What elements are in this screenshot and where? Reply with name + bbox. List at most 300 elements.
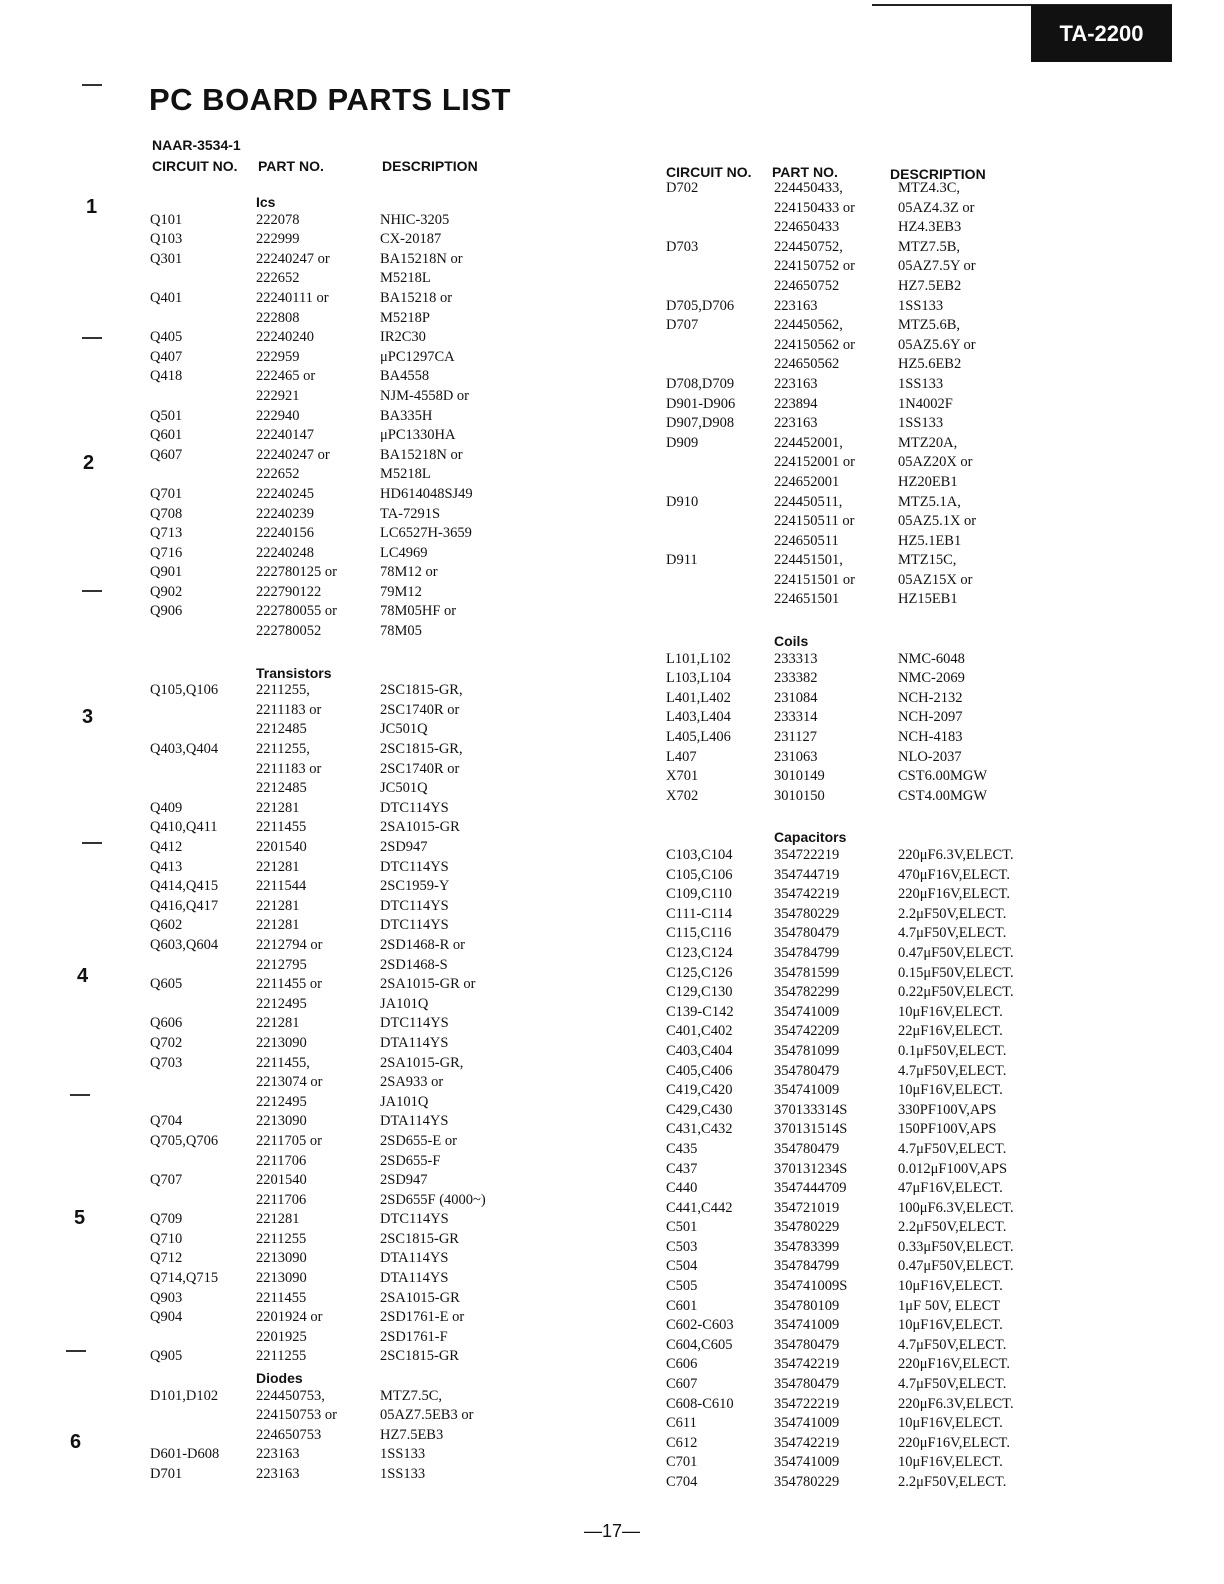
circuit-no: C501: [666, 1219, 698, 1236]
part-no: 2211183 or: [256, 760, 322, 777]
part-row: [652, 454, 1072, 474]
part-no: 354780229: [774, 1474, 840, 1490]
part-row: [652, 219, 1072, 239]
part-row: [652, 1258, 1072, 1278]
description: LC6527H-3659: [380, 525, 472, 542]
circuit-no: C503: [666, 1238, 698, 1255]
circuit-no: C604,C605: [666, 1336, 733, 1353]
part-row: [652, 1298, 1072, 1318]
part-row: [140, 545, 520, 565]
circuit-no: D601-D608: [150, 1446, 220, 1463]
circuit-no-header: CIRCUIT NO.: [152, 158, 238, 174]
description: MTZ5.6B,: [898, 317, 961, 334]
circuit-no: Q906: [150, 603, 183, 620]
part-no: 222940: [256, 407, 300, 424]
part-row: [140, 1055, 520, 1075]
circuit-no: Q101: [150, 211, 183, 228]
part-row: [652, 356, 1072, 376]
part-row: [140, 1192, 520, 1212]
part-no: 354722219: [774, 847, 840, 863]
part-row: [140, 1427, 520, 1447]
part-row: [140, 800, 520, 820]
description: 1SS133: [898, 375, 944, 392]
part-row: [652, 533, 1072, 553]
description: 150PF100V,APS: [898, 1121, 997, 1138]
section-label: Coils: [774, 633, 809, 650]
part-row: [140, 564, 520, 584]
circuit-no: Q716: [150, 544, 183, 561]
part-row: [652, 1239, 1072, 1259]
description: CST4.00MGW: [898, 787, 988, 804]
circuit-no: D702: [666, 180, 699, 196]
part-no: 370131234S: [774, 1160, 848, 1177]
part-row: [140, 996, 520, 1016]
part-no: 2213090: [256, 1270, 307, 1287]
part-no: 2211183 or: [256, 701, 322, 718]
part-row: [140, 1153, 520, 1173]
part-no: 2201540: [256, 1172, 307, 1189]
description: HZ20EB1: [898, 473, 958, 490]
part-row: [140, 427, 520, 447]
part-no: 222780052: [256, 623, 322, 640]
part-row: [140, 780, 520, 800]
circuit-no: Q412: [150, 839, 183, 855]
part-no: 224650753: [256, 1426, 322, 1443]
part-row: [652, 1161, 1072, 1181]
circuit-no: C115,C116: [666, 925, 732, 942]
part-no: 223163: [774, 375, 818, 392]
description: DTC114YS: [380, 858, 449, 875]
part-no: 2213074 or: [256, 1074, 323, 1091]
circuit-no: D705,D706: [666, 297, 735, 314]
description: MTZ5.1A,: [898, 493, 961, 510]
description: 220μF16V,ELECT.: [898, 886, 1010, 903]
circuit-no: X701: [666, 768, 699, 785]
part-no: 2213090: [256, 1113, 307, 1130]
part-no: 2211705 or: [256, 1132, 322, 1149]
circuit-no: C612: [666, 1434, 698, 1451]
part-no-header: PART NO.: [258, 158, 324, 174]
circuit-no: Q904: [150, 1309, 183, 1326]
part-no: 354742219: [774, 886, 840, 903]
description: 1N4002F: [898, 395, 953, 412]
part-no: 354780479: [774, 1062, 840, 1079]
part-row: [652, 1415, 1072, 1435]
circuit-no: C405,C406: [666, 1062, 733, 1079]
part-row: [140, 1270, 520, 1290]
part-row: [652, 886, 1072, 906]
circuit-no-header-right: CIRCUIT NO.: [666, 164, 752, 180]
circuit-no: Q414,Q415: [150, 878, 219, 895]
part-no: 224650433: [774, 219, 840, 236]
part-row: [652, 1356, 1072, 1376]
part-row: [140, 1388, 520, 1408]
part-no: 224150752 or: [774, 258, 855, 275]
circuit-no: Q405: [150, 329, 183, 346]
part-no: 223163: [774, 297, 818, 314]
description: 4.7μF50V,ELECT.: [898, 1140, 1007, 1157]
description: 0.22μF50V,ELECT.: [898, 984, 1014, 1001]
part-row: [652, 788, 1072, 808]
part-no: 2213090: [256, 1250, 307, 1267]
part-no-header-right: PART NO.: [772, 164, 838, 180]
description: 10μF16V,ELECT.: [898, 1454, 1003, 1471]
description: 1SS133: [380, 1446, 426, 1463]
circuit-no: D101,D102: [150, 1387, 219, 1404]
description: JC501Q: [380, 780, 428, 797]
part-row: [652, 945, 1072, 965]
part-no: 354780109: [774, 1297, 840, 1314]
part-no: 222465 or: [256, 368, 316, 385]
part-no: 233382: [774, 670, 818, 687]
part-row: [652, 337, 1072, 357]
part-row: [652, 1435, 1072, 1455]
section-heading: [652, 827, 1072, 847]
part-no: 22240247 or: [256, 250, 330, 267]
column-headers: [140, 158, 520, 192]
left-rows: [140, 192, 520, 1486]
description: HZ5.1EB1: [898, 532, 962, 549]
description: NCH-2132: [898, 689, 963, 706]
part-no: 354784799: [774, 944, 840, 961]
part-row: [652, 474, 1072, 494]
description: 4.7μF50V,ELECT.: [898, 925, 1007, 942]
part-row: [652, 965, 1072, 985]
grid-number: 2: [83, 452, 95, 474]
part-no: 223894: [774, 395, 818, 412]
description: 79M12: [380, 583, 422, 600]
description: 2.2μF50V,ELECT.: [898, 1474, 1007, 1490]
description: DTC114YS: [380, 1211, 449, 1228]
part-row: [140, 1172, 520, 1192]
circuit-no: L405,L406: [666, 729, 731, 746]
description: 2SD1468-S: [380, 956, 448, 973]
description: 2SC1815-GR: [380, 1230, 459, 1247]
description: 100μF6.3V,ELECT.: [898, 1199, 1014, 1216]
part-row: [140, 466, 520, 486]
description: 0.47μF50V,ELECT.: [898, 1258, 1014, 1275]
page-number: —17—: [583, 1521, 641, 1541]
part-no: 2211706: [256, 1152, 307, 1169]
part-no: 354780229: [774, 905, 840, 922]
section-label: Capacitors: [774, 829, 847, 846]
part-row: [140, 447, 520, 467]
description: M5218P: [380, 309, 430, 326]
circuit-no: C111-C114: [666, 905, 733, 922]
part-row: [140, 1309, 520, 1329]
part-no: 354781099: [774, 1042, 840, 1059]
part-row: [140, 1211, 520, 1231]
part-no: 231127: [774, 729, 817, 746]
description: 2SC1740R or: [380, 760, 460, 777]
circuit-no: Q603,Q604: [150, 936, 219, 953]
part-row: [652, 1474, 1072, 1494]
part-no: 222790122: [256, 583, 322, 600]
part-row: [652, 1102, 1072, 1122]
circuit-no: C109,C110: [666, 886, 732, 903]
right-rows: [652, 180, 1072, 1494]
description: 1SS133: [380, 1466, 426, 1482]
section-label: Ics: [256, 194, 276, 210]
description: M5218L: [380, 270, 431, 287]
part-no: 354741009: [774, 1454, 840, 1471]
description: 05AZ20X or: [898, 454, 973, 471]
circuit-no: D910: [666, 493, 699, 510]
circuit-no: Q705,Q706: [150, 1132, 219, 1149]
description: NJM-4558D or: [380, 387, 470, 404]
grid-number: 1: [86, 196, 98, 218]
circuit-no: Q403,Q404: [150, 741, 219, 758]
section-label: Diodes: [256, 1370, 303, 1387]
description: 2SA1015-GR,: [380, 1054, 464, 1071]
description: 2SA1015-GR: [380, 819, 460, 836]
part-no: 22240111 or: [256, 289, 329, 306]
grid-number: 5: [74, 1207, 86, 1229]
circuit-no: L101,L102: [666, 650, 731, 667]
circuit-no: Q704: [150, 1113, 183, 1130]
part-row: [140, 290, 520, 310]
description: 05AZ4.3Z or: [898, 199, 975, 216]
parts-list-left-column: [140, 158, 520, 1486]
part-row: [652, 729, 1072, 749]
circuit-no: Q410,Q411: [150, 819, 218, 836]
circuit-no: D911: [666, 552, 698, 569]
description: MTZ7.5B,: [898, 238, 961, 255]
part-no: 354780479: [774, 1336, 840, 1353]
part-no: 354722219: [774, 1395, 840, 1412]
part-row: [652, 415, 1072, 435]
description: DTC114YS: [380, 917, 449, 934]
part-no: 223163: [256, 1466, 300, 1482]
description: 220μF16V,ELECT.: [898, 1356, 1010, 1373]
part-row: [140, 839, 520, 859]
circuit-no: C403,C404: [666, 1042, 733, 1059]
description: 10μF16V,ELECT.: [898, 1317, 1003, 1334]
description: MTZ4.3C,: [898, 180, 961, 196]
circuit-no: L407: [666, 748, 697, 765]
circuit-no: D707: [666, 317, 699, 334]
description: 2.2μF50V,ELECT.: [898, 1219, 1007, 1236]
part-row: [652, 239, 1072, 259]
part-no: 2211255,: [256, 741, 310, 758]
description: 220μF16V,ELECT.: [898, 1434, 1010, 1451]
part-row: [140, 310, 520, 330]
part-no: 354780229: [774, 1219, 840, 1236]
part-row: [652, 1004, 1072, 1024]
circuit-no: D703: [666, 238, 699, 255]
circuit-no: Q103: [150, 231, 183, 248]
part-no: 2211455: [256, 819, 307, 836]
part-no: 3010149: [774, 768, 825, 785]
description: DTC114YS: [380, 799, 449, 816]
part-row: [652, 690, 1072, 710]
description: 10μF16V,ELECT.: [898, 1278, 1003, 1295]
part-no: 2201925: [256, 1328, 307, 1345]
description: 78M05HF or: [380, 603, 457, 620]
description: 47μF16V,ELECT.: [898, 1180, 1003, 1197]
part-row: [652, 1219, 1072, 1239]
description: CST6.00MGW: [898, 768, 988, 785]
description: 1SS133: [898, 415, 944, 432]
circuit-no: C704: [666, 1474, 698, 1490]
description: 2SD1468-R or: [380, 936, 465, 953]
part-no: 222921: [256, 387, 300, 404]
part-no: 231063: [774, 748, 818, 765]
part-no: 2211255: [256, 1230, 307, 1247]
description: CX-20187: [380, 231, 442, 248]
part-no: 222078: [256, 211, 300, 228]
description: 330PF100V,APS: [898, 1101, 997, 1118]
part-no: 354721019: [774, 1199, 840, 1216]
description: DTA114YS: [380, 1113, 449, 1130]
part-no: 354741009S: [774, 1278, 848, 1295]
circuit-no: C125,C126: [666, 964, 733, 981]
part-no: 2213090: [256, 1034, 307, 1051]
circuit-no: C701: [666, 1454, 698, 1471]
part-row: [140, 1250, 520, 1270]
description: 0.1μF50V,ELECT.: [898, 1042, 1007, 1059]
part-no: 2212485: [256, 721, 307, 738]
circuit-no: Q902: [150, 583, 183, 600]
part-no: 354741009: [774, 1082, 840, 1099]
part-row: [140, 349, 520, 369]
description: LC4969: [380, 544, 428, 561]
page-title: PC BOARD PARTS LIST: [149, 82, 511, 117]
description: HZ7.5EB3: [380, 1426, 444, 1443]
description: TA-7291S: [380, 505, 441, 522]
part-row: [652, 376, 1072, 396]
part-row: [652, 1337, 1072, 1357]
part-row: [140, 1231, 520, 1251]
circuit-no: D708,D709: [666, 375, 735, 392]
description: 78M05: [380, 623, 422, 640]
part-row: [652, 1141, 1072, 1161]
part-no: 224650562: [774, 356, 840, 373]
part-row: [140, 231, 520, 251]
grid-dash: [82, 590, 102, 592]
part-row: [140, 761, 520, 781]
description: BA15218N or: [380, 250, 463, 267]
circuit-no: Q701: [150, 485, 183, 502]
part-row: [652, 984, 1072, 1004]
circuit-no: Q702: [150, 1034, 183, 1051]
part-no: 222652: [256, 270, 300, 287]
circuit-no: C435: [666, 1140, 698, 1157]
part-row: [652, 278, 1072, 298]
part-no: 231084: [774, 689, 818, 706]
part-no: 354782299: [774, 984, 840, 1001]
description: JA101Q: [380, 995, 429, 1012]
description: 4.7μF50V,ELECT.: [898, 1376, 1007, 1393]
part-no: 224450752,: [774, 238, 843, 255]
part-row: [652, 435, 1072, 455]
part-no: 224452001,: [774, 434, 843, 451]
grid-reference-margin: [0, 0, 110, 1584]
part-no: 354744719: [774, 866, 840, 883]
part-row: [652, 1121, 1072, 1141]
circuit-no: C437: [666, 1160, 698, 1177]
description: MTZ7.5C,: [380, 1387, 443, 1404]
model-tab: TA-2200: [1031, 5, 1172, 62]
description: 0.15μF50V,ELECT.: [898, 964, 1014, 981]
circuit-no: Q709: [150, 1211, 183, 1228]
circuit-no: C606: [666, 1356, 698, 1373]
part-no: 224152001 or: [774, 454, 855, 471]
part-no: 354741009: [774, 1415, 840, 1432]
description: HZ15EB1: [898, 591, 958, 608]
circuit-no: Q710: [150, 1230, 183, 1247]
part-no: 222808: [256, 309, 300, 326]
part-row: [652, 670, 1072, 690]
description: 2SD947: [380, 1172, 428, 1189]
part-no: 221281: [256, 897, 300, 914]
description: 05AZ7.5Y or: [898, 258, 976, 275]
part-row: [140, 408, 520, 428]
part-row: [140, 957, 520, 977]
part-no: 354742209: [774, 1023, 840, 1040]
part-no: 2211255,: [256, 682, 310, 699]
description: 4.7μF50V,ELECT.: [898, 1062, 1007, 1079]
circuit-no: C440: [666, 1180, 698, 1197]
part-no: 22240239: [256, 505, 314, 522]
description: JC501Q: [380, 721, 428, 738]
circuit-no: Q601: [150, 427, 183, 444]
description: DTC114YS: [380, 897, 449, 914]
part-row: [652, 906, 1072, 926]
part-row: [652, 925, 1072, 945]
circuit-no: C419,C420: [666, 1082, 733, 1099]
description: 2SC1815-GR,: [380, 741, 463, 758]
circuit-no: L103,L104: [666, 670, 731, 687]
circuit-no: Q418: [150, 368, 183, 385]
part-no: 224450433,: [774, 180, 843, 196]
part-row: [140, 702, 520, 722]
description: μPC1297CA: [380, 348, 455, 365]
parts-list-right-column: [652, 164, 1072, 1494]
circuit-no: C105,C106: [666, 866, 733, 883]
description: MTZ20A,: [898, 434, 958, 451]
part-no: 222780055 or: [256, 603, 337, 620]
part-no: 222780125 or: [256, 564, 337, 581]
circuit-no: C601: [666, 1297, 698, 1314]
circuit-no: C129,C130: [666, 984, 733, 1001]
part-row: [140, 329, 520, 349]
circuit-no: L403,L404: [666, 709, 731, 726]
section-gap: [140, 643, 520, 663]
description: 2SD1761-E or: [380, 1309, 465, 1326]
circuit-no: C123,C124: [666, 944, 733, 961]
description: NCH-2097: [898, 709, 963, 726]
part-row: [140, 603, 520, 623]
circuit-no: Q714,Q715: [150, 1270, 219, 1287]
part-row: [140, 1094, 520, 1114]
description: DTC114YS: [380, 1015, 449, 1032]
part-row: [140, 1466, 520, 1486]
part-no: 2201924 or: [256, 1309, 323, 1326]
description: HZ4.3EB3: [898, 219, 962, 236]
part-row: [140, 251, 520, 271]
column-headers-right: [652, 164, 1072, 180]
circuit-no: C504: [666, 1258, 698, 1275]
description: 2SC1740R or: [380, 701, 460, 718]
description: 2SC1959-Y: [380, 878, 450, 895]
circuit-no: D901-D906: [666, 395, 736, 412]
circuit-no: Q501: [150, 407, 183, 424]
description: HD614048SJ49: [380, 485, 473, 502]
part-no: 22240240: [256, 329, 314, 346]
part-row: [652, 867, 1072, 887]
description: JA101Q: [380, 1093, 429, 1110]
